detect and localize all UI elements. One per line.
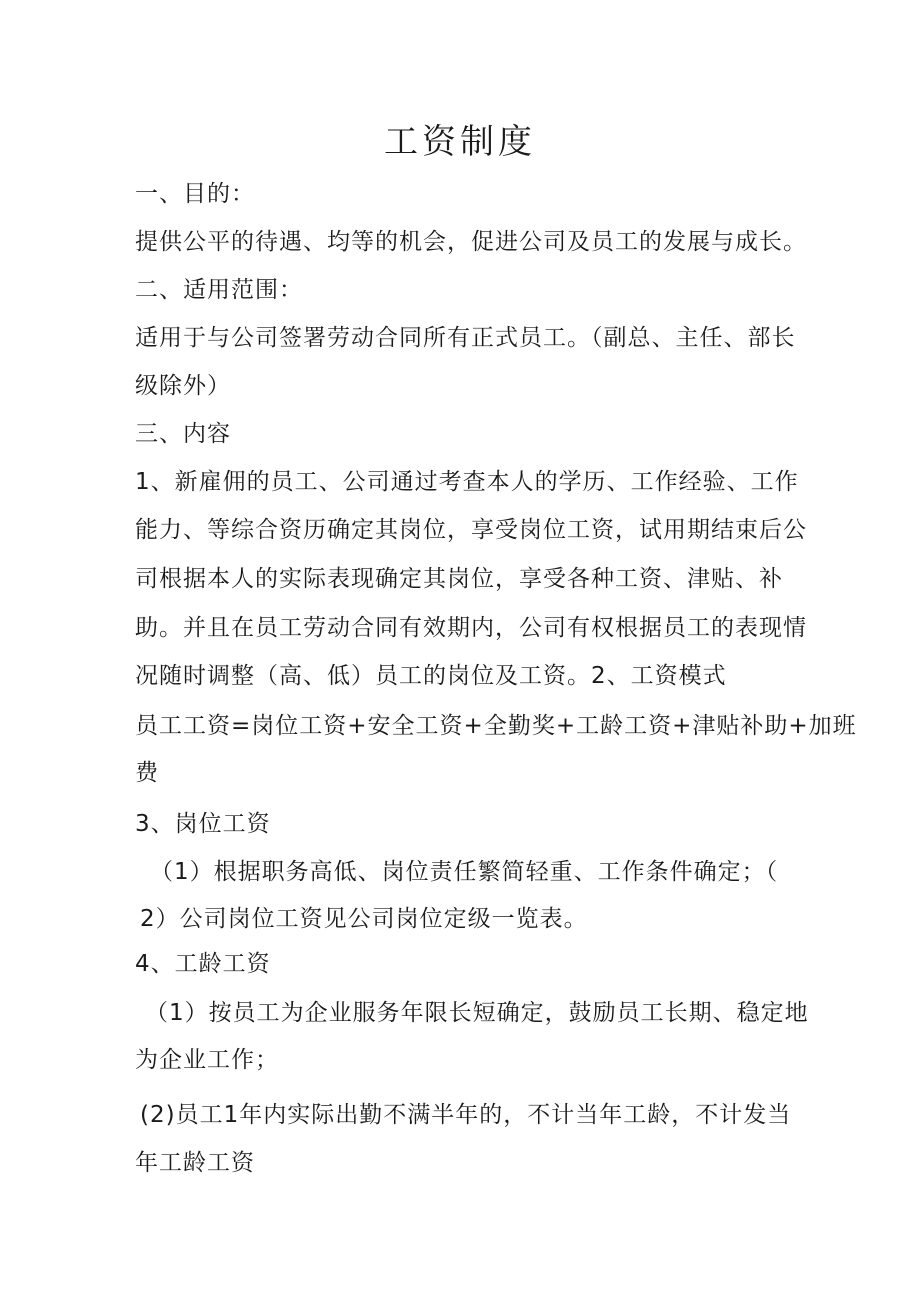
paragraph-line: 员工工资=岗位工资+安全工资+全勤奖+工龄工资+津贴补助+加班 (135, 713, 857, 739)
paragraph-line: 级除外） (135, 373, 231, 399)
paragraph-line: 况随时调整（高、低）员工的岗位及工资。2、工资模式 (135, 663, 727, 689)
paragraph-line: 为企业工作； (135, 1047, 279, 1073)
paragraph-line: 助。并且在员工劳动合同有效期内，公司有权根据员工的表现情 (135, 615, 807, 641)
paragraph-line: 司根据本人的实际表现确定其岗位，享受各种工资、津贴、补 (135, 566, 783, 592)
paragraph-line: （1）按员工为企业服务年限长短确定，鼓励员工长期、稳定地 (145, 1000, 809, 1026)
section-heading-seniority-wage: 4、工龄工资 (135, 951, 271, 977)
paragraph-line: (2)员工1年内实际出勤不满半年的，不计当年工龄，不计发当 (140, 1102, 792, 1128)
paragraph-line: （1）根据职务高低、岗位责任繁简轻重、工作条件确定；（ (150, 859, 779, 885)
document-title: 工资制度 (384, 122, 536, 162)
section-heading-content: 三、内容 (135, 421, 231, 447)
section-heading-position-wage: 3、岗位工资 (135, 811, 271, 837)
section-heading-purpose: 一、目的： (135, 181, 255, 207)
paragraph-line: 1、新雇佣的员工、公司通过考查本人的学历、工作经验、工作 (135, 469, 799, 495)
paragraph-line: 年工龄工资 (135, 1150, 255, 1176)
paragraph-line: 适用于与公司签署劳动合同所有正式员工。（副总、主任、部长 (135, 325, 796, 351)
paragraph-line: 提供公平的待遇、均等的机会，促进公司及员工的发展与成长。 (135, 229, 807, 255)
section-heading-scope: 二、适用范围： (135, 277, 303, 303)
paragraph-line: 2）公司岗位工资见公司岗位定级一览表。 (140, 906, 588, 932)
paragraph-line: 费 (135, 760, 159, 786)
paragraph-line: 能力、等综合资历确定其岗位，享受岗位工资，试用期结束后公 (135, 517, 807, 543)
